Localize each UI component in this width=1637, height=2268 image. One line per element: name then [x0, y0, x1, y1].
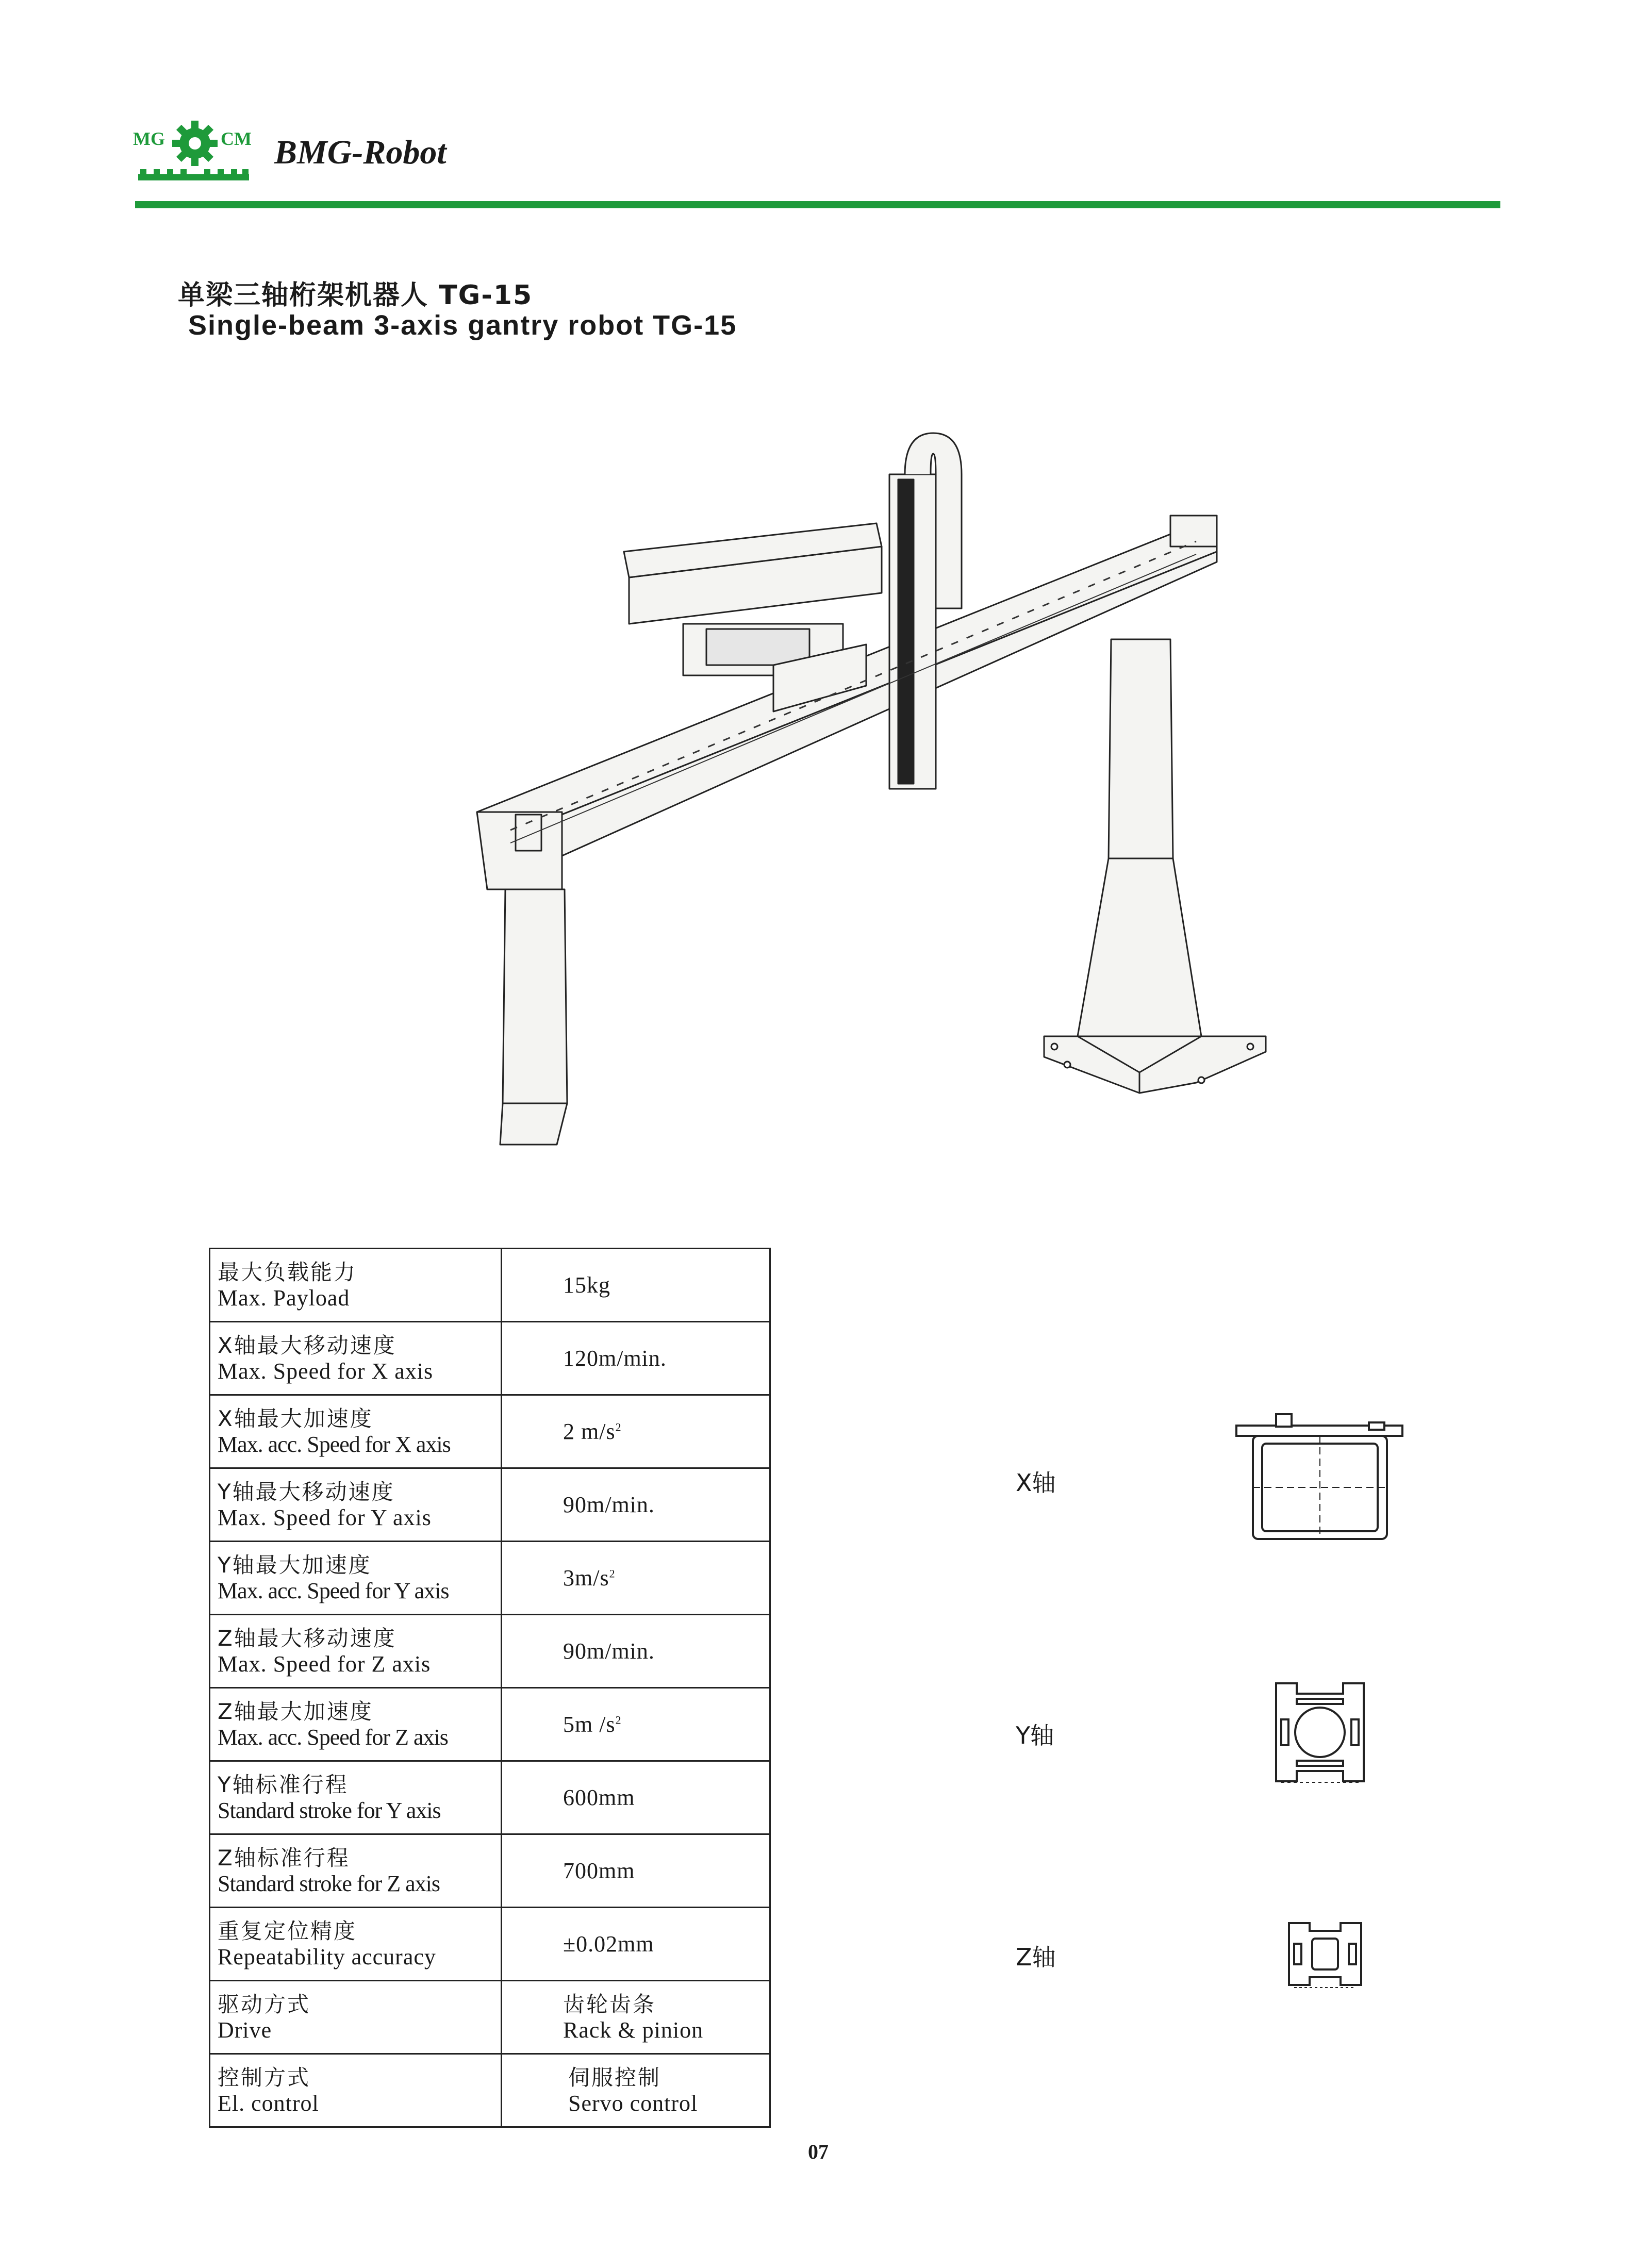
- spec-label: [210, 1395, 502, 1468]
- spec-label-cn: Y轴最大加速度: [218, 1552, 372, 1578]
- spec-label-en: El. control: [218, 2090, 319, 2116]
- spec-label-cn: Y轴最大移动速度: [218, 1479, 395, 1504]
- spec-label-cn: Z轴最大加速度: [218, 1698, 373, 1724]
- spec-value: [502, 1542, 770, 1615]
- logo-text-right: CM: [221, 128, 252, 149]
- table-row: [210, 1981, 770, 2054]
- spec-label: [210, 1834, 502, 1908]
- spec-value-en: Servo control: [568, 2090, 698, 2116]
- spec-label-en: Max. Speed for Y axis: [218, 1504, 432, 1530]
- spec-label-cn: 驱动方式: [218, 1991, 311, 2017]
- spec-value: [502, 1395, 770, 1468]
- table-row: [210, 1908, 770, 1981]
- spec-value: 700mm: [502, 1834, 770, 1908]
- spec-label-en: Max. acc. Speed for Y axis: [218, 1578, 449, 1603]
- spec-label: [210, 1688, 502, 1761]
- z-axis-label: Z轴: [1016, 1943, 1056, 1971]
- brand-name: BMG-Robot: [274, 134, 447, 171]
- z-axis-profile-icon: [1281, 1915, 1369, 1993]
- superscript: 2: [609, 1567, 616, 1580]
- table-row: [210, 1468, 770, 1542]
- spec-value: ±0.02mm: [502, 1908, 770, 1981]
- table-row: [210, 1249, 770, 1322]
- spec-value: 15kg: [502, 1249, 770, 1322]
- spec-label-en: Standard stroke for Z axis: [218, 1870, 440, 1896]
- spec-label: [210, 1981, 502, 2054]
- spec-label-cn: Z轴最大移动速度: [218, 1625, 396, 1651]
- spec-label-en: Repeatability accuracy: [218, 1944, 436, 1969]
- spec-value: 90m/min.: [502, 1468, 770, 1542]
- spec-label-en: Max. Payload: [218, 1285, 350, 1311]
- spec-value-text: 3m/s: [563, 1565, 609, 1591]
- spec-value-en: Rack & pinion: [563, 2017, 704, 2043]
- spec-label-en: Standard stroke for Y axis: [218, 1797, 441, 1823]
- spec-value-text: 5m /s: [563, 1712, 616, 1737]
- y-axis-label: Y轴: [1016, 1721, 1054, 1749]
- spec-label-en: Max. Speed for X axis: [218, 1358, 434, 1384]
- spec-label: [210, 1468, 502, 1542]
- spec-label: [210, 1542, 502, 1615]
- spec-label-cn: 最大负载能力: [218, 1259, 357, 1285]
- spec-value-cn: 齿轮齿条: [563, 1991, 656, 2017]
- spec-label-en: Drive: [218, 2017, 272, 2043]
- spec-value: 120m/min.: [502, 1322, 770, 1395]
- spec-label: [210, 1249, 502, 1322]
- spec-value: 600mm: [502, 1761, 770, 1834]
- spec-label-cn: 控制方式: [218, 2064, 311, 2090]
- page-title-cn: 单梁三轴桁架机器人 TG-15: [178, 280, 533, 311]
- spec-value: [502, 2054, 770, 2127]
- table-row: [210, 1834, 770, 1908]
- spec-value-cn: 伺服控制: [568, 2064, 662, 2090]
- x-axis-profile-icon: [1232, 1410, 1408, 1547]
- spec-label: [210, 2054, 502, 2127]
- company-logo: [129, 119, 258, 186]
- table-row: [210, 1761, 770, 1834]
- page-title-en: Single-beam 3-axis gantry robot TG-15: [188, 310, 737, 341]
- header-divider: [135, 201, 1500, 208]
- table-row: [210, 1395, 770, 1468]
- y-axis-profile-icon: [1266, 1678, 1374, 1792]
- spec-label: [210, 1615, 502, 1688]
- x-axis-label: X轴: [1016, 1469, 1056, 1497]
- superscript: 2: [615, 1713, 622, 1727]
- spec-value: 90m/min.: [502, 1615, 770, 1688]
- spec-label: [210, 1908, 502, 1981]
- superscript: 2: [615, 1420, 622, 1434]
- spec-label-en: Max. acc. Speed for X axis: [218, 1431, 451, 1457]
- logo-text-left: MG: [133, 128, 165, 149]
- page-number: 07: [808, 2140, 829, 2163]
- gantry-robot-illustration: [454, 423, 1304, 1165]
- table-row: [210, 1322, 770, 1395]
- table-row: [210, 2054, 770, 2127]
- spec-label-en: Max. acc. Speed for Z axis: [218, 1724, 448, 1750]
- spec-label: [210, 1322, 502, 1395]
- spec-value-text: 2 m/s: [563, 1419, 616, 1444]
- spec-value: [502, 1981, 770, 2054]
- spec-table: [209, 1248, 771, 2128]
- spec-label-en: Max. Speed for Z axis: [218, 1651, 431, 1677]
- table-row: [210, 1542, 770, 1615]
- spec-value: [502, 1688, 770, 1761]
- table-row: [210, 1615, 770, 1688]
- spec-label-cn: Z轴标准行程: [218, 1845, 350, 1870]
- table-row: [210, 1688, 770, 1761]
- spec-label-cn: X轴最大加速度: [218, 1405, 373, 1431]
- spec-label-cn: 重复定位精度: [218, 1918, 357, 1944]
- spec-label-cn: Y轴标准行程: [218, 1772, 349, 1797]
- spec-label-cn: X轴最大移动速度: [218, 1332, 396, 1358]
- spec-label: [210, 1761, 502, 1834]
